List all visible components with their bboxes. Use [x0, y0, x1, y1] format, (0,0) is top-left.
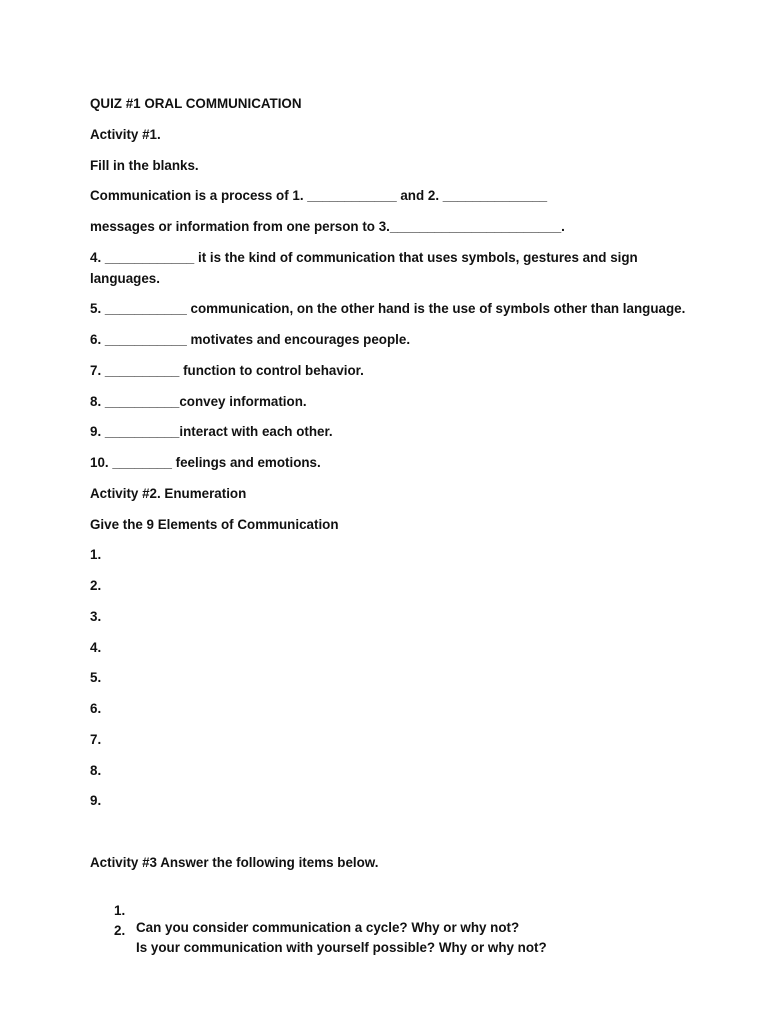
activity1-item4: 4. ____________ it is the kind of communication that uses symbols, gestures and sign languages.: [90, 250, 638, 286]
activity1-item10: 10. ________ feelings and emotions.: [90, 455, 321, 470]
activity1-line2: messages or information from one person to 3._______________________.: [90, 219, 565, 234]
activity1-heading: Activity #1.: [90, 127, 161, 142]
enumeration-number: 5.: [90, 670, 102, 685]
enumeration-number: 3.: [90, 609, 102, 624]
page-title: QUIZ #1 ORAL COMMUNICATION: [90, 96, 302, 111]
activity1-item7: 7. __________ function to control behavior.: [90, 363, 364, 378]
enumeration-number: 6.: [90, 701, 102, 716]
activity1-instruction: Fill in the blanks.: [90, 158, 199, 173]
enumeration-number: 2.: [90, 578, 102, 593]
enumeration-number: 1.: [90, 547, 102, 562]
activity1-item6: 6. ___________ motivates and encourages people.: [90, 332, 411, 347]
question-number: 2.: [114, 923, 126, 938]
activity1-item5: 5. ___________ communication, on the other hand is the use of symbols other than language.: [90, 301, 686, 316]
question-text: Can you consider communication a cycle? Why or why not?: [136, 920, 520, 935]
activity1-item9: 9. __________interact with each other.: [90, 424, 333, 439]
enumeration-number: 7.: [90, 732, 102, 747]
enumeration-number: 8.: [90, 763, 102, 778]
question-number: 1.: [114, 903, 126, 918]
activity1-item8: 8. __________convey information.: [90, 394, 307, 409]
question-text: Is your communication with yourself possible? Why or why not?: [136, 940, 547, 955]
activity2-instruction: Give the 9 Elements of Communication: [90, 517, 339, 532]
activity1-line1: Communication is a process of 1. ____________ and 2. ______________: [90, 188, 548, 203]
enumeration-number: 4.: [90, 640, 102, 655]
activity2-heading: Activity #2. Enumeration: [90, 486, 247, 501]
enumeration-number: 9.: [90, 793, 102, 808]
activity3-heading: Activity #3 Answer the following items below.: [90, 855, 379, 870]
